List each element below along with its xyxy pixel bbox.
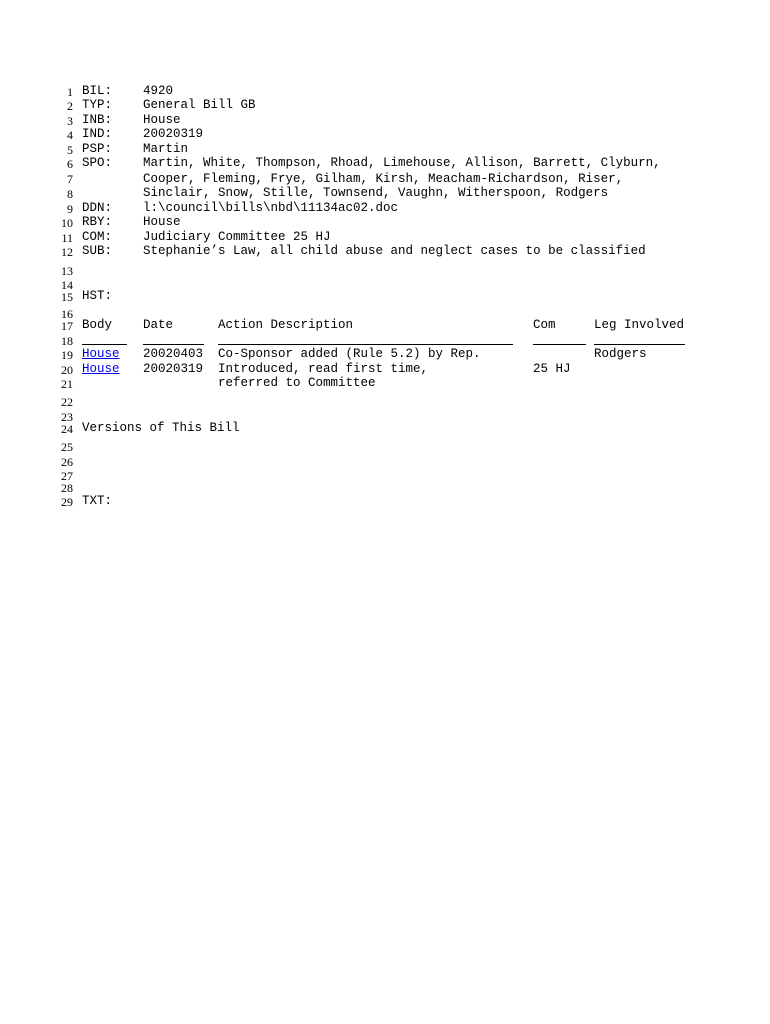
line-number: 10 bbox=[61, 216, 73, 230]
history-rule-action bbox=[218, 344, 513, 345]
field-value-spo-line2: Cooper, Fleming, Frye, Gilham, Kirsh, Meacham-Richardson, Riser, bbox=[143, 172, 624, 186]
text-label: TXT: bbox=[82, 494, 113, 508]
line-number: 22 bbox=[61, 395, 73, 409]
history-header-body: Body bbox=[82, 318, 113, 332]
line-number: 13 bbox=[61, 264, 73, 278]
field-label-bil: BIL: bbox=[82, 84, 113, 98]
field-value-ind: 20020319 bbox=[143, 127, 204, 141]
line-number: 18 bbox=[61, 334, 73, 348]
history-header-date: Date bbox=[143, 318, 174, 332]
line-number: 25 bbox=[61, 440, 73, 454]
history-leg: Rodgers bbox=[594, 347, 647, 361]
history-header-action: Action Description bbox=[218, 318, 354, 332]
field-value-spo-line3: Sinclair, Snow, Stille, Townsend, Vaughn, Witherspoon, Rodgers bbox=[143, 186, 609, 200]
line-number: 17 bbox=[61, 319, 73, 333]
line-number: 24 bbox=[61, 422, 73, 436]
field-label-typ: TYP: bbox=[82, 98, 113, 112]
line-number: 14 bbox=[61, 278, 73, 292]
field-value-rby: House bbox=[143, 215, 181, 229]
line-number: 15 bbox=[61, 290, 73, 304]
line-number: 16 bbox=[61, 307, 73, 321]
line-number: 12 bbox=[61, 245, 73, 259]
field-label-ind: IND: bbox=[82, 127, 113, 141]
history-body-link[interactable]: House bbox=[82, 362, 120, 376]
line-number: 28 bbox=[61, 481, 73, 495]
history-action-continued: referred to Committee bbox=[218, 376, 376, 390]
line-number: 26 bbox=[61, 455, 73, 469]
field-label-rby: RBY: bbox=[82, 215, 113, 229]
field-label-com: COM: bbox=[82, 230, 113, 244]
field-label-psp: PSP: bbox=[82, 142, 113, 156]
history-com: 25 HJ bbox=[533, 362, 571, 376]
field-value-inb: House bbox=[143, 113, 181, 127]
history-label: HST: bbox=[82, 289, 113, 303]
field-label-ddn: DDN: bbox=[82, 201, 113, 215]
line-number: 23 bbox=[61, 410, 73, 424]
line-number: 21 bbox=[61, 377, 73, 391]
field-value-spo-line1: Martin, White, Thompson, Rhoad, Limehouse, Allison, Barrett, Clyburn, bbox=[143, 156, 661, 170]
versions-heading: Versions of This Bill bbox=[82, 421, 240, 435]
history-date: 20020403 bbox=[143, 347, 204, 361]
field-value-ddn: l:\council\bills\nbd\11134ac02.doc bbox=[143, 201, 399, 215]
line-number: 6 bbox=[67, 157, 73, 171]
line-number: 5 bbox=[67, 143, 73, 157]
line-number: 3 bbox=[67, 114, 73, 128]
history-header-com: Com bbox=[533, 318, 556, 332]
field-label-spo: SPO: bbox=[82, 156, 113, 170]
line-number: 7 bbox=[67, 172, 73, 186]
history-header-leg: Leg Involved bbox=[594, 318, 685, 332]
history-date: 20020319 bbox=[143, 362, 204, 376]
history-rule-body bbox=[82, 344, 127, 345]
field-label-sub: SUB: bbox=[82, 244, 113, 258]
line-number: 9 bbox=[67, 202, 73, 216]
history-rule-com bbox=[533, 344, 586, 345]
line-number: 8 bbox=[67, 187, 73, 201]
field-value-psp: Martin bbox=[143, 142, 189, 156]
history-rule-date bbox=[143, 344, 204, 345]
line-number: 4 bbox=[67, 128, 73, 142]
field-value-typ: General Bill GB bbox=[143, 98, 256, 112]
history-body-link[interactable]: House bbox=[82, 347, 120, 361]
field-value-com: Judiciary Committee 25 HJ bbox=[143, 230, 331, 244]
line-number: 1 bbox=[67, 85, 73, 99]
history-rule-leg bbox=[594, 344, 685, 345]
line-number: 27 bbox=[61, 469, 73, 483]
line-number: 2 bbox=[67, 99, 73, 113]
line-number: 11 bbox=[61, 231, 73, 245]
field-label-inb: INB: bbox=[82, 113, 113, 127]
line-number: 20 bbox=[61, 363, 73, 377]
field-value-bil: 4920 bbox=[143, 84, 174, 98]
line-number: 29 bbox=[61, 495, 73, 509]
line-number: 19 bbox=[61, 348, 73, 362]
field-value-sub: Stephanie’s Law, all child abuse and neglect cases to be classified bbox=[143, 244, 646, 258]
history-action: Introduced, read first time, bbox=[218, 362, 429, 376]
history-action: Co-Sponsor added (Rule 5.2) by Rep. bbox=[218, 347, 481, 361]
